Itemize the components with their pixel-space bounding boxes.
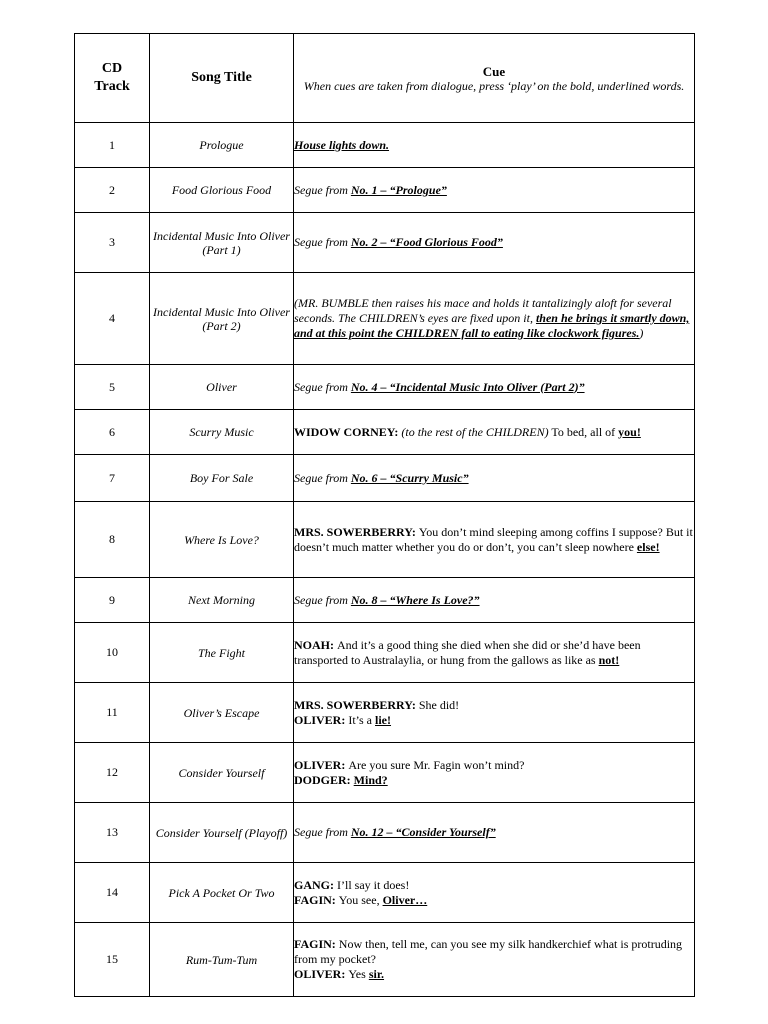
cue-segment: Are you sure Mr. Fagin won’t mind? xyxy=(348,757,525,772)
header-cue-label: Cue xyxy=(482,63,506,79)
cue-segment: GANG: xyxy=(294,877,337,892)
track-number: 1 xyxy=(75,123,150,168)
cue-text xyxy=(294,923,695,997)
cue-segment: OLIVER: xyxy=(294,757,349,772)
track-number: 6 xyxy=(75,410,150,455)
cue-trigger-words: House lights down. xyxy=(294,137,390,152)
cue-segment: Segue from xyxy=(294,825,351,839)
song-title: Oliver xyxy=(150,365,294,410)
cue-rows xyxy=(75,123,695,997)
cue-trigger-words: No. 2 – “Food Glorious Food” xyxy=(350,235,503,249)
cue-segment: Now then, tell me, can you see my silk handkerchief what is protruding from my pocket? xyxy=(294,937,683,966)
table-row xyxy=(75,213,695,273)
cue-segment: FAGIN: xyxy=(294,937,339,951)
cue-text xyxy=(294,578,695,623)
table-row xyxy=(75,578,695,623)
table-row xyxy=(75,273,695,365)
table-row xyxy=(75,623,695,683)
cue-segment: OLIVER: xyxy=(294,712,349,727)
track-number: 13 xyxy=(75,803,150,863)
table-row xyxy=(75,743,695,803)
table-row xyxy=(75,168,695,213)
table-row xyxy=(75,410,695,455)
track-number: 4 xyxy=(75,273,150,365)
cue-trigger-words: you! xyxy=(618,424,641,439)
track-number: 3 xyxy=(75,213,150,273)
cue-text xyxy=(294,213,695,273)
cue-trigger-words: else! xyxy=(636,539,660,554)
song-title: Scurry Music xyxy=(150,410,294,455)
song-title: Pick A Pocket Or Two xyxy=(150,863,294,923)
track-number: 14 xyxy=(75,863,150,923)
table-row xyxy=(75,365,695,410)
track-number: 2 xyxy=(75,168,150,213)
cue-segment: ) xyxy=(639,326,644,340)
cue-text xyxy=(294,365,695,410)
cue-segment: You don’t mind sleeping among coffins I suppose? But it doesn’t much matter whether you do or don’t, you can’t sleep nowhere xyxy=(294,524,693,554)
song-title: Food Glorious Food xyxy=(150,168,294,213)
track-number: 10 xyxy=(75,623,150,683)
header-song-title: Song Title xyxy=(150,34,294,123)
cue-trigger-words: No. 4 – “Incidental Music Into Oliver (Part 2)” xyxy=(350,379,585,394)
track-number: 8 xyxy=(75,502,150,578)
track-number: 5 xyxy=(75,365,150,410)
header-row xyxy=(75,34,695,123)
song-title: The Fight xyxy=(150,623,294,683)
table-row xyxy=(75,683,695,743)
song-title: Incidental Music Into Oliver (Part 1) xyxy=(150,213,294,273)
cue-segment: MRS. SOWERBERRY: xyxy=(294,524,419,539)
cue-segment: (MR. BUMBLE then raises his mace and holds it tantalizingly aloft for several seconds. The CHILDREN’s eyes are fixed upon it, xyxy=(294,296,672,325)
cue-text xyxy=(294,623,695,683)
cue-trigger-words: No. 8 – “Where Is Love?” xyxy=(350,592,480,607)
cue-text xyxy=(294,273,695,365)
cue-segment: (to the rest of the CHILDREN) xyxy=(401,424,549,439)
table-row xyxy=(75,502,695,578)
song-title: Where Is Love? xyxy=(150,502,294,578)
cue-text xyxy=(294,502,695,578)
song-title: Rum-Tum-Tum xyxy=(150,923,294,997)
cue-text xyxy=(294,743,695,803)
track-number: 12 xyxy=(75,743,150,803)
cue-segment: And it’s a good thing she died when she did or she’d have been transported to Australaylia, or hung from the gallows as like as xyxy=(294,637,641,667)
cue-segment: OLIVER: xyxy=(294,967,349,981)
track-number: 9 xyxy=(75,578,150,623)
cue-segment: DODGER: xyxy=(294,772,354,787)
header-cd-track xyxy=(75,34,150,123)
cue-trigger-words: No. 6 – “Scurry Music” xyxy=(350,470,469,485)
header-cue-note: When cues are taken from dialogue, press ‘play’ on the bold, underlined words. xyxy=(303,78,685,93)
cue-trigger-words: No. 12 – “Consider Yourself” xyxy=(350,825,496,839)
track-number: 7 xyxy=(75,455,150,502)
song-title: Incidental Music Into Oliver (Part 2) xyxy=(150,273,294,365)
cue-trigger-words: No. 1 – “Prologue” xyxy=(350,182,447,197)
song-title: Oliver’s Escape xyxy=(150,683,294,743)
cue-text xyxy=(294,123,695,168)
cue-trigger-words: then he brings it smartly down, and at this point the CHILDREN fall to eating like clockwork figures. xyxy=(294,311,690,340)
song-title: Next Morning xyxy=(150,578,294,623)
cue-text xyxy=(294,683,695,743)
cue-segment: I’ll say it does! xyxy=(337,877,410,892)
cue-segment: Segue from xyxy=(294,470,351,485)
table-row xyxy=(75,863,695,923)
cue-segment: Segue from xyxy=(294,182,351,197)
table-row xyxy=(75,455,695,502)
song-title: Prologue xyxy=(150,123,294,168)
cue-segment: NOAH: xyxy=(294,637,337,652)
header-cd-track-label: CD Track xyxy=(94,61,130,94)
table-row xyxy=(75,803,695,863)
track-number: 15 xyxy=(75,923,150,997)
header-cue xyxy=(294,34,695,123)
cue-trigger-words: lie! xyxy=(375,712,392,727)
cue-segment: MRS. SOWERBERRY: xyxy=(294,697,419,712)
cue-segment: Segue from xyxy=(294,235,351,249)
song-title: Consider Yourself (Playoff) xyxy=(150,803,294,863)
cue-trigger-words: sir. xyxy=(368,967,385,981)
cue-text xyxy=(294,168,695,213)
cue-segment: Segue from xyxy=(294,379,351,394)
song-title: Consider Yourself xyxy=(150,743,294,803)
cue-trigger-words: not! xyxy=(598,652,620,667)
table-row xyxy=(75,923,695,997)
cue-segment: To bed, all of xyxy=(548,424,619,439)
table-row xyxy=(75,123,695,168)
cue-text xyxy=(294,863,695,923)
cue-text xyxy=(294,410,695,455)
cue-sheet-table xyxy=(74,33,695,997)
cue-segment: Segue from xyxy=(294,592,351,607)
song-title: Boy For Sale xyxy=(150,455,294,502)
cue-segment: You see, xyxy=(338,892,383,907)
cue-segment: She did! xyxy=(418,697,460,712)
cue-trigger-words: Oliver… xyxy=(382,892,428,907)
cue-segment: WIDOW CORNEY: xyxy=(294,424,402,439)
cue-segment: It’s a xyxy=(348,712,376,727)
cue-segment: FAGIN: xyxy=(294,892,339,907)
cue-text xyxy=(294,803,695,863)
cue-text xyxy=(294,455,695,502)
cue-segment: Yes xyxy=(348,967,369,981)
track-number: 11 xyxy=(75,683,150,743)
cue-trigger-words: Mind? xyxy=(353,772,388,787)
